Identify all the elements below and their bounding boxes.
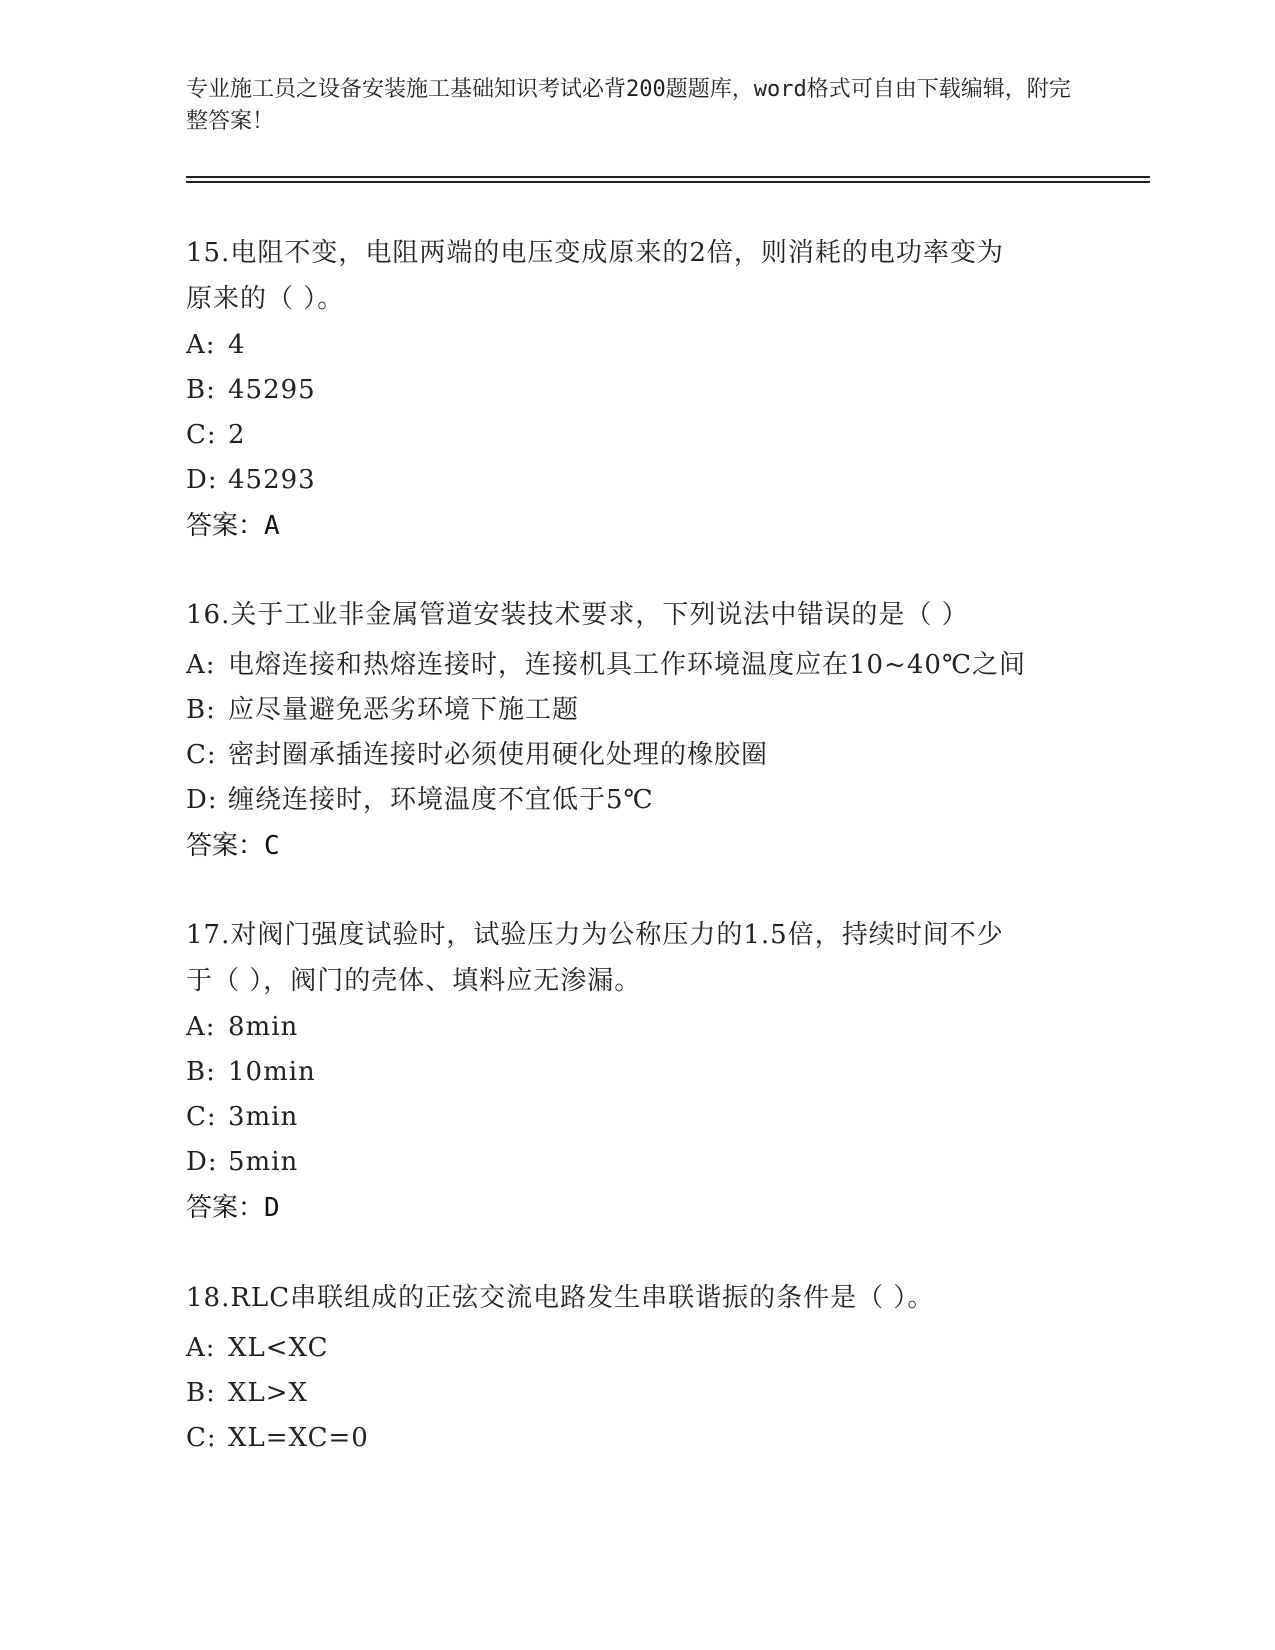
question-text-line: 15.电阻不变，电阻两端的电压变成原来的2倍，则消耗的电功率变为 [186,238,1004,268]
question-15-option-d [186,463,1086,497]
option-text: 10min [228,1057,316,1087]
question-text-line: 原来的（ ）。 [186,284,345,314]
question-15-text [186,230,1086,322]
option-label: C: [186,1102,217,1132]
option-text: 45295 [228,375,316,405]
question-text-line: 于（ ），阀门的壳体、填料应无渗漏。 [186,966,642,996]
option-text: 电熔连接和热熔连接时，连接机具工作环境温度应在10~40℃之间 [228,650,1027,680]
option-label: A: [186,330,216,360]
option-text: XL=XC=0 [228,1423,369,1453]
question-18-text [186,1275,1086,1321]
question-text-line: 16.关于工业非金属管道安装技术要求，下列说法中错误的是（ ） [186,600,969,630]
option-label: C: [186,420,217,450]
question-16-answer: 答案：C [186,831,280,861]
option-text: 45293 [228,465,316,495]
option-label: C: [186,740,217,770]
question-18-option-a [186,1331,1086,1365]
option-text: 4 [228,330,246,360]
question-17-option-b [186,1055,1086,1089]
option-text: 应尽量避免恶劣环境下施工题 [228,695,580,725]
question-18-option-b [186,1376,1086,1410]
option-text: 5min [228,1147,299,1177]
question-16-option-b [186,693,1086,727]
question-16-option-d [186,783,1086,817]
option-label: A: [186,1333,216,1363]
option-text: 2 [228,420,246,450]
option-text: XL<XC [228,1333,329,1363]
option-label: A: [186,1012,216,1042]
option-label: C: [186,1423,217,1453]
option-text: 密封圈承插连接时必须使用硬化处理的橡胶圈 [228,740,769,770]
question-16-option-c [186,738,1086,772]
question-18-option-c [186,1421,1086,1455]
option-label: D: [186,785,218,815]
option-label: B: [186,1378,216,1408]
question-17-text [186,912,1086,1004]
question-17-option-c [186,1100,1086,1134]
option-text: 3min [228,1102,299,1132]
question-17-answer: 答案：D [186,1193,280,1223]
question-15-option-a [186,328,1086,362]
question-15-answer: 答案：A [186,511,280,541]
question-text-line: 17.对阀门强度试验时，试验压力为公称压力的1.5倍，持续时间不少 [186,920,1004,950]
option-text: 8min [228,1012,299,1042]
question-17-option-d [186,1145,1086,1179]
option-text: XL>X [228,1378,309,1408]
document-header-title: 专业施工员之设备安装施工基础知识考试必背200题题库，word格式可自由下载编辑，附完整答案！ [186,77,1071,134]
question-16-option-a [186,648,1086,682]
option-label: B: [186,695,216,725]
option-label: B: [186,375,216,405]
option-label: A: [186,650,216,680]
option-label: D: [186,465,218,495]
question-17-option-a [186,1010,1086,1044]
option-label: B: [186,1057,216,1087]
question-text-line: 18.RLC串联组成的正弦交流电路发生串联谐振的条件是（ ）。 [186,1283,935,1313]
question-15-option-c [186,418,1086,452]
header-divider-bottom [186,181,1150,183]
question-15-option-b [186,373,1086,407]
option-text: 缠绕连接时，环境温度不宜低于5℃ [228,785,654,815]
question-16-text [186,592,1086,638]
header-divider-top [186,176,1150,178]
option-label: D: [186,1147,218,1177]
